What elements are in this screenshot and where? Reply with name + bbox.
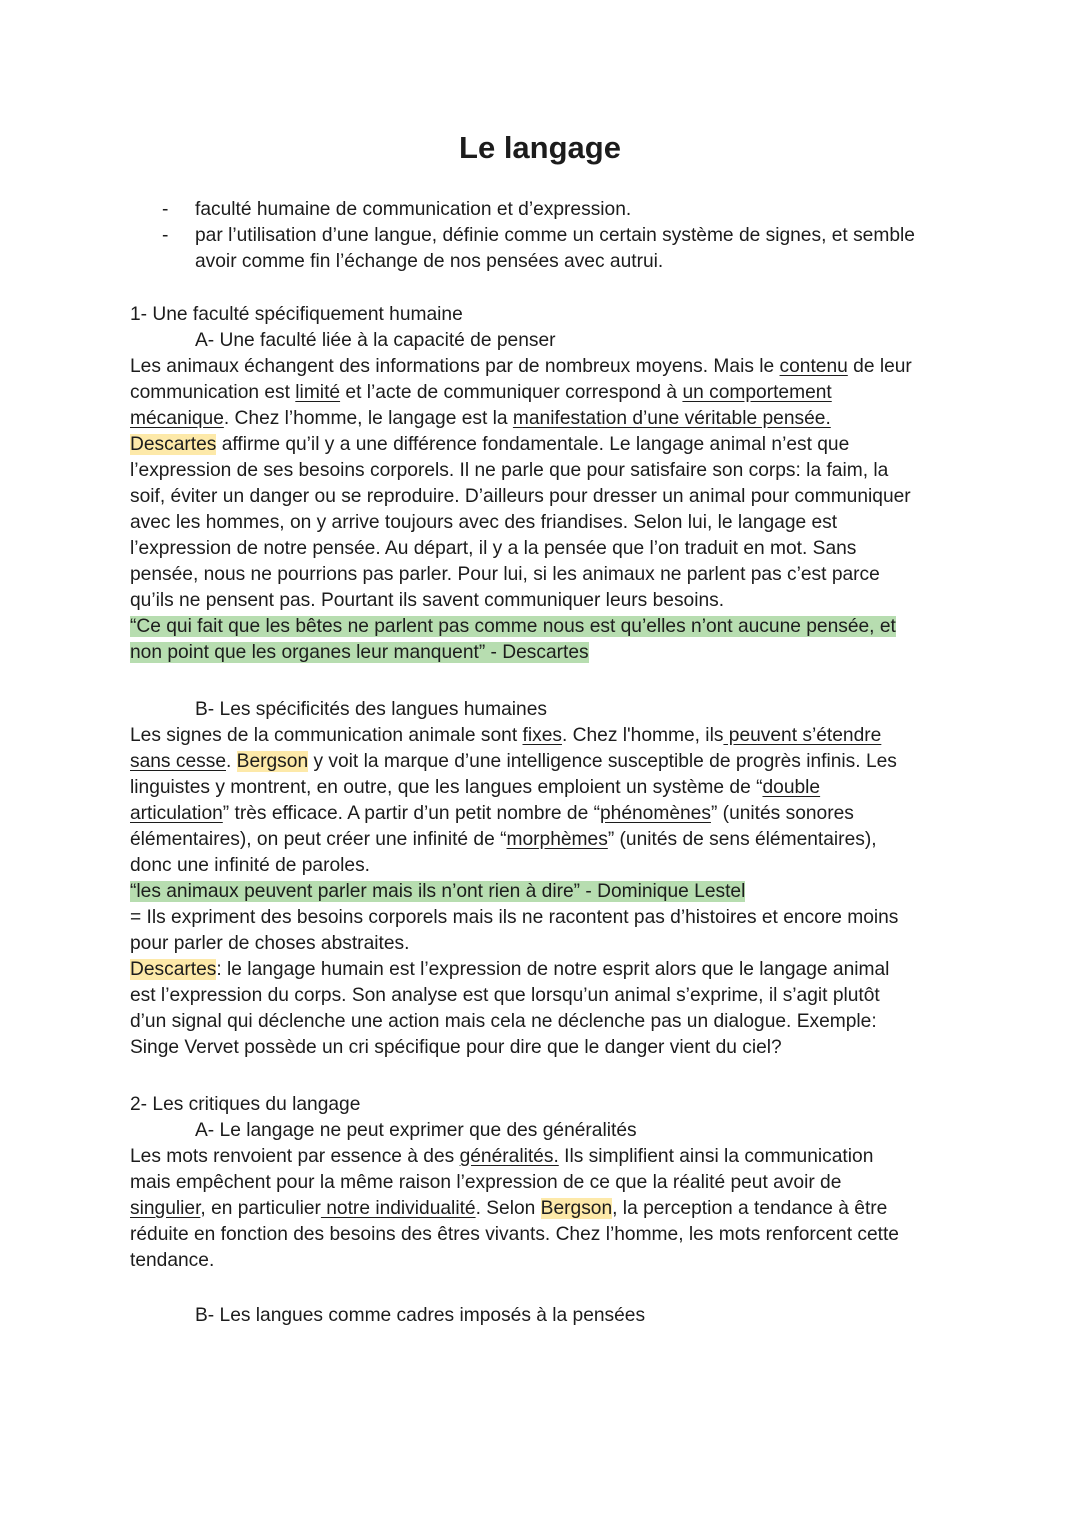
underlined-text: contenu (779, 356, 848, 377)
paragraph-line (130, 723, 881, 749)
underlined-text: singulier (130, 1198, 201, 1219)
bullet-text: avoir comme fin l’échange de nos pensées avec autrui. (195, 251, 664, 272)
text-run: linguistes y montrent, en outre, que les langues emploient un système de “ (130, 777, 763, 798)
text-run: affirme qu’il y a une différence fondamentale. Le langage animal n’est que (216, 434, 850, 455)
paragraph-line (130, 1222, 899, 1248)
text-run: . Chez l’homme, le langage est la (223, 408, 513, 429)
text-run: d’un signal qui déclenche une action mais cela ne déclenche pas un dialogue. Exemple: (130, 1011, 877, 1032)
text-run: . Chez l'homme, ils (561, 725, 724, 746)
text-run: Singe Vervet possède un cri spécifique pour dire que le danger vient du ciel? (130, 1037, 782, 1058)
paragraph-line (130, 380, 832, 406)
highlighted-name: Bergson (236, 751, 309, 772)
bullet-marker: - (162, 199, 169, 220)
paragraph-line (130, 614, 896, 640)
text-run: qu’ils ne pensent pas. Pourtant ils savent communiquer leurs besoins. (130, 590, 725, 611)
paragraph-line (130, 406, 831, 432)
paragraph-line (130, 957, 889, 983)
text-run: pour parler de choses abstraites. (130, 933, 410, 954)
text-run: avec les hommes, on y arrive toujours avec des friandises. Selon lui, le langage est (130, 512, 838, 533)
text-run: est l’expression du corps. Son analyse est que lorsqu’un animal s’exprime, il s’agit plutôt (130, 985, 880, 1006)
underlined-text: notre individualité (320, 1198, 476, 1219)
highlighted-quote: non point que les organes leur manquent” - Descartes (130, 642, 589, 663)
text-run: . Selon (475, 1198, 541, 1219)
bullet-marker: - (162, 225, 169, 246)
paragraph-line (130, 354, 912, 380)
paragraph-line (130, 879, 745, 905)
text-run: pensée, nous ne pourrions pas parler. Pour lui, si les animaux ne parlent pas c’est parce (130, 564, 880, 585)
text-run: ” (unités sonores (710, 803, 854, 824)
text-run: Les mots renvoient par essence à des (130, 1146, 460, 1167)
text-run: réduite en fonction des besoins des êtres vivants. Chez l’homme, les mots renforcent cette (130, 1224, 899, 1245)
underlined-text: fixes (522, 725, 562, 746)
underlined-text: peuvent s’étendre (723, 725, 882, 746)
text-run: l’expression de notre pensée. Au départ, il y a la pensée que l’on traduit en mot. Sans (130, 538, 857, 559)
underlined-text: sans cesse (130, 751, 226, 772)
text-run: , en particulier (200, 1198, 321, 1219)
subsection-heading: B- Les spécificités des langues humaines (195, 699, 547, 720)
text-run: . (225, 751, 237, 772)
text-run: mais empêchent pour la même raison l’expression de ce que la réalité peut avoir de (130, 1172, 842, 1193)
paragraph-line (130, 931, 409, 957)
paragraph-line (130, 484, 911, 510)
paragraph-line (130, 458, 888, 484)
paragraph-line (130, 827, 877, 853)
paragraph-line (130, 775, 820, 801)
paragraph-line (130, 749, 897, 775)
highlighted-name: Bergson (540, 1198, 613, 1219)
text-run: Ils simplifient ainsi la communication (558, 1146, 874, 1167)
text-run: communication est (130, 382, 296, 403)
bullet-text: faculté humaine de communication et d’expression. (195, 199, 632, 220)
text-run: : le langage humain est l’expression de notre esprit alors que le langage animal (216, 959, 890, 980)
underlined-text: double (762, 777, 821, 798)
underlined-text: manifestation d’une véritable pensée. (512, 408, 831, 429)
highlighted-quote: “Ce qui fait que les bêtes ne parlent pas comme nous est qu’elles n’ont aucune pensée, et (130, 616, 896, 637)
highlighted-name: Descartes (130, 959, 217, 980)
paragraph-line (130, 1144, 873, 1170)
paragraph-line (130, 1035, 782, 1061)
page-title: Le langage (459, 130, 621, 165)
paragraph-line (130, 640, 589, 666)
underlined-text: morphèmes (506, 829, 608, 850)
text-run: Les animaux échangent des informations par de nombreux moyens. Mais le (130, 356, 780, 377)
text-run: élémentaires), on peut créer une infinité de “ (130, 829, 507, 850)
paragraph-line (130, 510, 837, 536)
text-run: , la perception a tendance à être (612, 1198, 888, 1219)
paragraph-line (130, 1248, 214, 1274)
text-run: de leur (847, 356, 912, 377)
bullet-text: par l’utilisation d’une langue, définie comme un certain système de signes, et semble (195, 225, 915, 246)
text-run: et l’acte de communiquer correspond à (340, 382, 683, 403)
underlined-text: un comportement (682, 382, 832, 403)
paragraph-line (130, 1196, 887, 1222)
paragraph-line (130, 801, 854, 827)
paragraph-line (130, 536, 856, 562)
underlined-text: mécanique (130, 408, 224, 429)
underlined-text: généralités. (459, 1146, 559, 1167)
text-run: y voit la marque d’une intelligence susceptible de progrès infinis. Les (308, 751, 897, 772)
paragraph-line (130, 905, 898, 931)
underlined-text: articulation (130, 803, 223, 824)
text-run: ” très efficace. A partir d’un petit nombre de “ (222, 803, 600, 824)
paragraph-line (130, 1009, 877, 1035)
text-run: ” (unités de sens élémentaires), (607, 829, 877, 850)
paragraph-line (130, 562, 880, 588)
text-run: donc une infinité de paroles. (130, 855, 371, 876)
underlined-text: limité (295, 382, 341, 403)
highlighted-quote: “les animaux peuvent parler mais ils n’ont rien à dire” - Dominique Lestel (130, 881, 746, 902)
paragraph-line (130, 853, 370, 879)
section-heading: 2- Les critiques du langage (130, 1094, 361, 1115)
subsection-heading: B- Les langues comme cadres imposés à la pensées (195, 1305, 646, 1326)
paragraph-line (130, 432, 849, 458)
text-run: = Ils expriment des besoins corporels mais ils ne racontent pas d’histoires et encore moins (130, 907, 899, 928)
highlighted-name: Descartes (130, 434, 217, 455)
text-run: tendance. (130, 1250, 215, 1271)
text-run: Les signes de la communication animale sont (130, 725, 523, 746)
subsection-heading: A- Une faculté liée à la capacité de penser (195, 330, 556, 351)
subsection-heading: A- Le langage ne peut exprimer que des généralités (195, 1120, 637, 1141)
paragraph-line (130, 588, 724, 614)
section-heading: 1- Une faculté spécifiquement humaine (130, 304, 463, 325)
text-run: soif, éviter un danger ou se reproduire. D’ailleurs pour dresser un animal pour communiquer (130, 486, 911, 507)
text-run: l’expression de ses besoins corporels. Il ne parle que pour satisfaire son corps: la faim, la (130, 460, 889, 481)
paragraph-line (130, 983, 880, 1009)
underlined-text: phénomènes (600, 803, 711, 824)
paragraph-line (130, 1170, 841, 1196)
